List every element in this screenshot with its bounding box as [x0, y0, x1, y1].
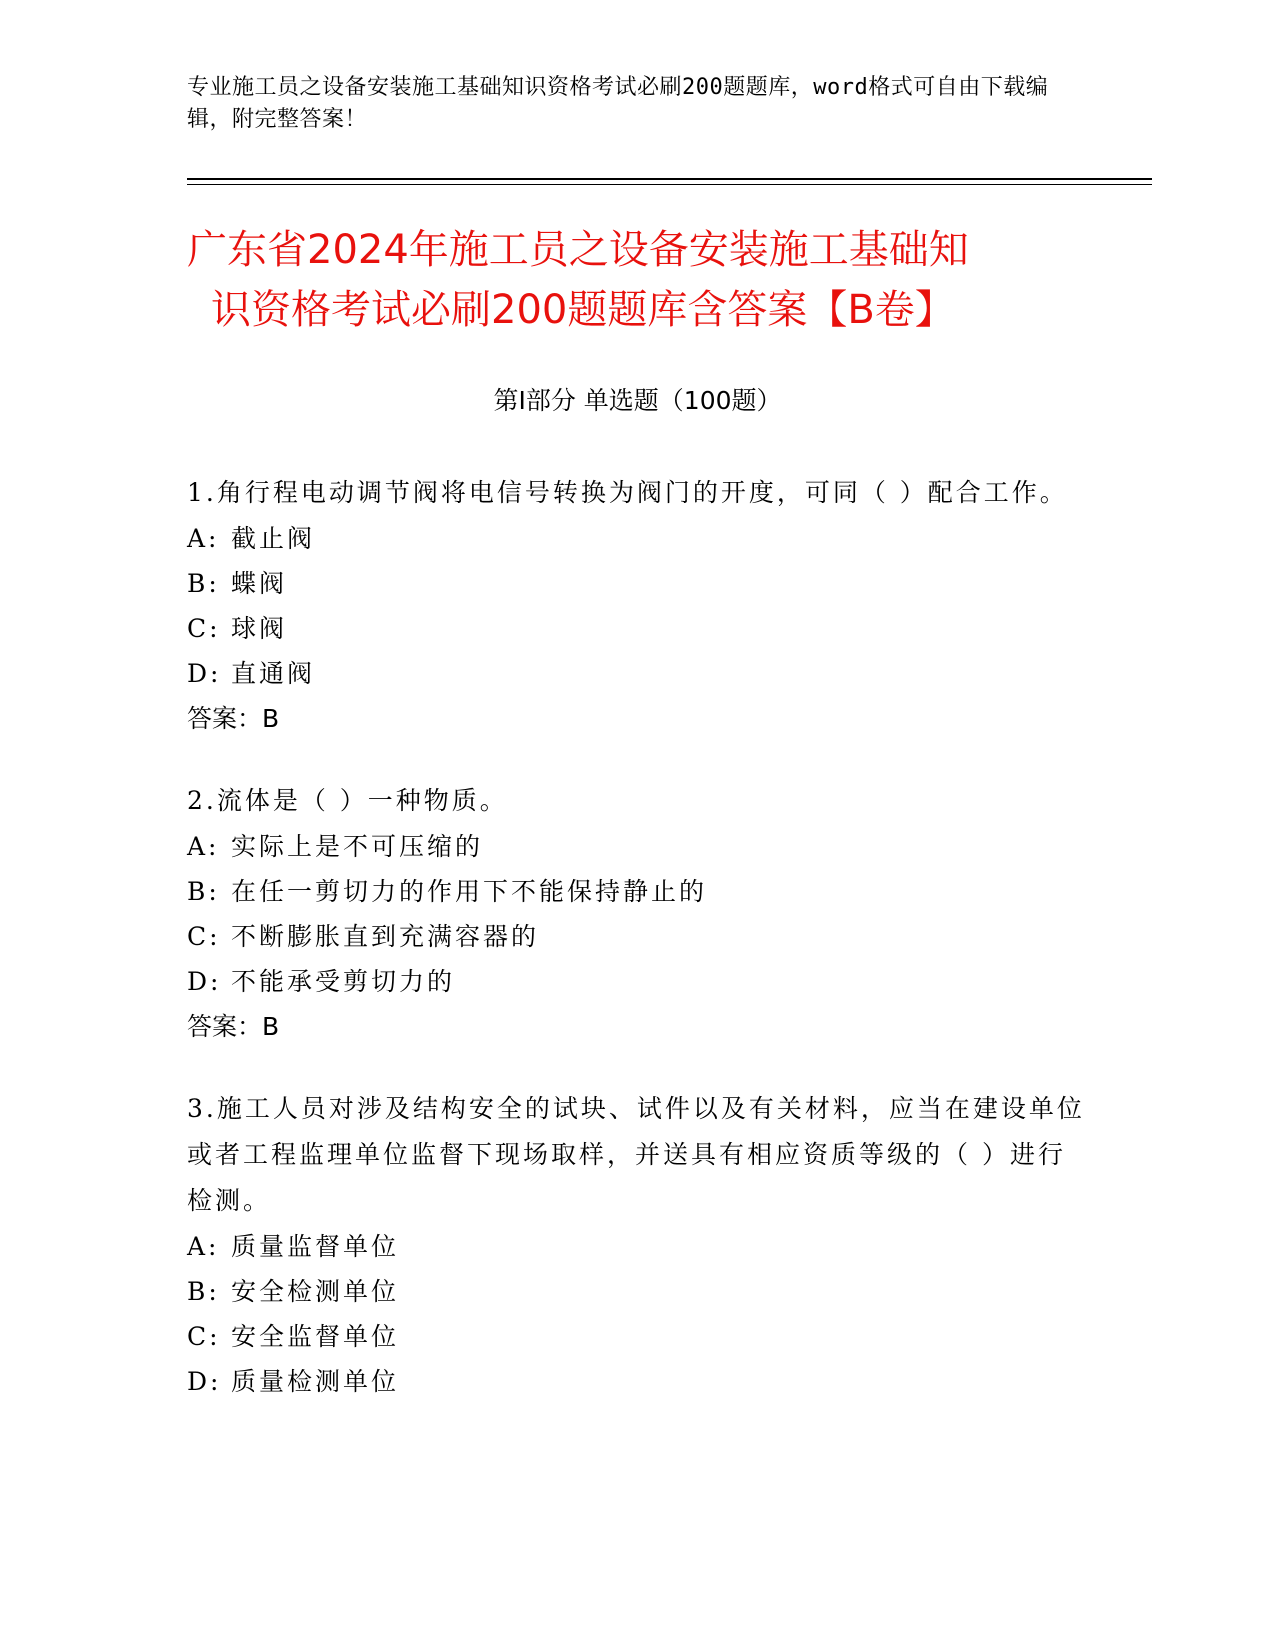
answer: 答案：B	[187, 704, 280, 733]
option-key: A:	[187, 832, 220, 861]
option-text: 截止阀	[231, 524, 316, 553]
option-key: D:	[187, 967, 222, 996]
option-text: 不能承受剪切力的	[231, 967, 456, 996]
document-title	[187, 220, 1087, 340]
question-stem: 1.角行程电动调节阀将电信号转换为阀门的开度，可同（ ）配合工作。	[187, 478, 1068, 507]
option-text: 质量检测单位	[231, 1367, 400, 1396]
question-stem: 2.流体是（ ）一种物质。	[187, 786, 508, 815]
option-text: 直通阀	[231, 659, 316, 688]
option-key: C:	[187, 614, 221, 643]
option-text: 球阀	[231, 614, 288, 643]
option-text: 不断膨胀直到充满容器的	[231, 922, 540, 951]
option-text: 安全监督单位	[231, 1322, 400, 1351]
option-a	[187, 1224, 1087, 1269]
header-rule-thin	[187, 184, 1152, 185]
option-key: A:	[187, 524, 220, 553]
section-title: 第I部分 单选题（100题）	[493, 386, 782, 415]
option-key: C:	[187, 922, 221, 951]
header-note: 专业施工员之设备安装施工基础知识资格考试必刷200题题库，word格式可自由下载编辑，附完整答案！	[187, 75, 1049, 132]
option-d	[187, 1359, 1087, 1404]
option-key: D:	[187, 1367, 222, 1396]
option-a	[187, 516, 1087, 561]
option-text: 在任一剪切力的作用下不能保持静止的	[231, 877, 708, 906]
option-text: 实际上是不可压缩的	[231, 832, 484, 861]
answer: 答案：B	[187, 1012, 280, 1041]
question-1	[187, 470, 1087, 742]
option-b	[187, 869, 1087, 914]
option-b	[187, 561, 1087, 606]
option-key: A:	[187, 1232, 220, 1261]
question-2	[187, 778, 1087, 1050]
option-key: B:	[187, 1277, 220, 1306]
question-3	[187, 1086, 1087, 1404]
question-list	[187, 470, 1087, 1440]
option-key: C:	[187, 1322, 221, 1351]
option-text: 蝶阀	[231, 569, 288, 598]
question-stem: 3.施工人员对涉及结构安全的试块、试件以及有关材料，应当在建设单位或者工程监理单位监督下现场取样，并送具有相应资质等级的（ ）进行检测。	[187, 1094, 1085, 1215]
option-b	[187, 1269, 1087, 1314]
option-key: B:	[187, 569, 220, 598]
option-d	[187, 651, 1087, 696]
option-key: B:	[187, 877, 220, 906]
option-text: 质量监督单位	[231, 1232, 400, 1261]
option-c	[187, 1314, 1087, 1359]
option-a	[187, 824, 1087, 869]
document-title-line-2: 识资格考试必刷200题题库含答案【B卷】	[211, 287, 955, 333]
option-key: D:	[187, 659, 222, 688]
option-c	[187, 914, 1087, 959]
option-text: 安全检测单位	[231, 1277, 400, 1306]
header-rule-thick	[187, 178, 1152, 180]
option-c	[187, 606, 1087, 651]
document-title-line-1: 广东省2024年施工员之设备安装施工基础知	[187, 227, 969, 273]
option-d	[187, 959, 1087, 1004]
